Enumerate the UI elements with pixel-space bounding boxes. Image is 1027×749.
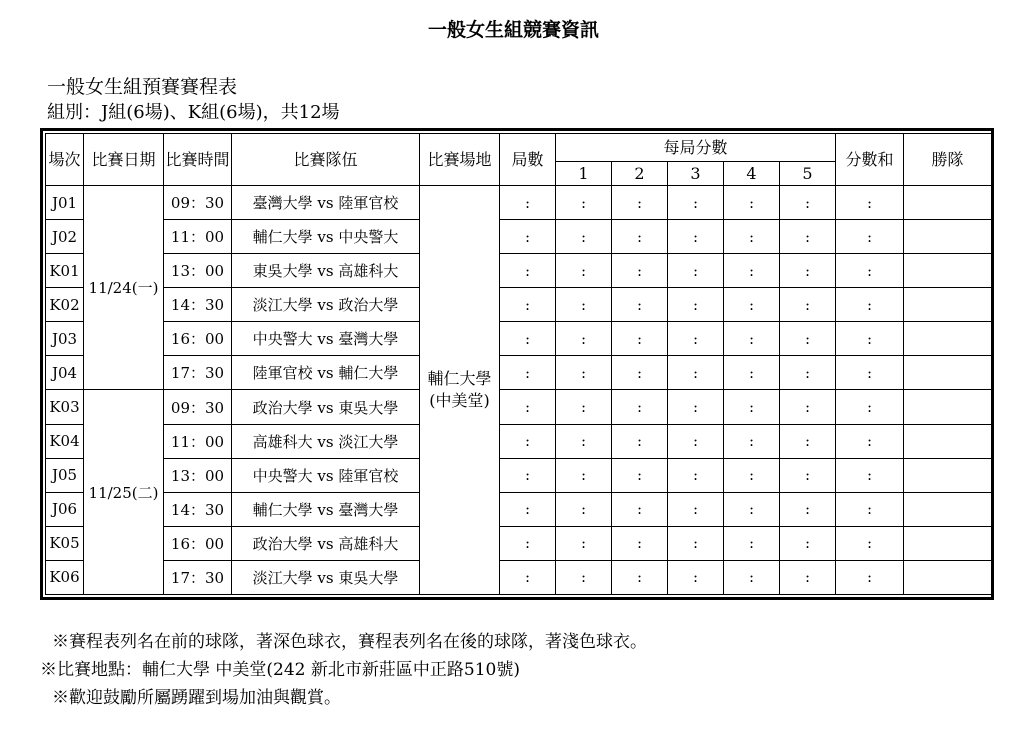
match-time: 13：00 [164,254,232,288]
winner-cell [904,220,992,254]
set-score: : [612,390,668,424]
set-score: : [556,322,612,356]
header-set-4: 4 [724,162,780,186]
header-set-scores: 每局分數 [556,134,836,162]
table-row [46,356,992,390]
sets-score: : [500,424,556,458]
set-score: : [780,424,836,458]
match-teams: 輔仁大學 vs 臺灣大學 [232,492,420,526]
table-row [46,186,992,220]
header-set-1: 1 [556,162,612,186]
match-date: 11/24(一) [84,186,164,390]
set-score: : [668,560,724,594]
set-score: : [724,390,780,424]
winner-cell [904,560,992,594]
sets-score: : [500,322,556,356]
group-info: 組別：J組(6場)、K組(6場)，共12場 [47,102,340,123]
set-score: : [612,492,668,526]
header-teams: 比賽隊伍 [232,134,420,186]
header-total: 分數和 [836,134,904,186]
match-venue: 輔仁大學(中美堂) [420,186,500,595]
winner-cell [904,526,992,560]
note-jersey: ※賽程表列名在前的球隊，著深色球衣，賽程表列名在後的球隊，著淺色球衣。 [52,632,647,652]
match-id: K02 [46,288,84,322]
winner-cell [904,288,992,322]
header-winner: 勝隊 [904,134,992,186]
match-teams: 輔仁大學 vs 中央警大 [232,220,420,254]
header-set-5: 5 [780,162,836,186]
set-score: : [612,186,668,220]
set-score: : [668,186,724,220]
match-teams: 高雄科大 vs 淡江大學 [232,424,420,458]
set-score: : [556,458,612,492]
set-score: : [780,458,836,492]
match-time: 17：30 [164,356,232,390]
match-time: 16：00 [164,322,232,356]
table-row [46,390,992,424]
winner-cell [904,458,992,492]
total-score: : [836,560,904,594]
set-score: : [612,526,668,560]
set-score: : [780,356,836,390]
header-date: 比賽日期 [84,134,164,186]
set-score: : [724,458,780,492]
set-score: : [724,424,780,458]
table-row [46,424,992,458]
match-id: K03 [46,390,84,424]
set-score: : [780,288,836,322]
match-time: 17：30 [164,560,232,594]
sets-score: : [500,288,556,322]
sets-score: : [500,560,556,594]
total-score: : [836,424,904,458]
sets-score: : [500,186,556,220]
table-row [46,322,992,356]
total-score: : [836,288,904,322]
header-set-3: 3 [668,162,724,186]
set-score: : [724,526,780,560]
set-score: : [556,254,612,288]
match-time: 16：00 [164,526,232,560]
set-score: : [556,390,612,424]
total-score: : [836,356,904,390]
match-time: 11：00 [164,220,232,254]
table-row [46,458,992,492]
set-score: : [668,492,724,526]
set-score: : [612,356,668,390]
match-teams: 淡江大學 vs 東吳大學 [232,560,420,594]
header-sets: 局數 [500,134,556,186]
sets-score: : [500,458,556,492]
set-score: : [724,254,780,288]
schedule-table [45,133,992,595]
set-score: : [780,322,836,356]
sets-score: : [500,220,556,254]
set-score: : [780,254,836,288]
set-score: : [780,186,836,220]
match-teams: 陸軍官校 vs 輔仁大學 [232,356,420,390]
table-row [46,220,992,254]
set-score: : [668,356,724,390]
set-score: : [612,322,668,356]
table-row [46,254,992,288]
match-id: J06 [46,492,84,526]
winner-cell [904,254,992,288]
schedule-subtitle: 一般女生組預賽賽程表 [47,76,238,98]
winner-cell [904,492,992,526]
set-score: : [780,492,836,526]
header-set-2: 2 [612,162,668,186]
header-match-no: 場次 [46,134,84,186]
sets-score: : [500,356,556,390]
note-venue: ※比賽地點：輔仁大學 中美堂(242 新北市新莊區中正路510號) [40,660,520,680]
table-row [46,288,992,322]
match-id: K06 [46,560,84,594]
match-date: 11/25(二) [84,390,164,595]
set-score: : [668,288,724,322]
set-score: : [612,560,668,594]
match-time: 13：00 [164,458,232,492]
set-score: : [724,186,780,220]
set-score: : [556,186,612,220]
table-row [46,560,992,594]
match-teams: 中央警大 vs 陸軍官校 [232,458,420,492]
match-id: J01 [46,186,84,220]
match-time: 09：30 [164,390,232,424]
set-score: : [556,560,612,594]
set-score: : [724,492,780,526]
total-score: : [836,390,904,424]
set-score: : [556,526,612,560]
set-score: : [556,424,612,458]
set-score: : [556,288,612,322]
sets-score: : [500,390,556,424]
page-title: 一般女生組競賽資訊 [427,19,599,41]
match-time: 09：30 [164,186,232,220]
header-time: 比賽時間 [164,134,232,186]
match-teams: 政治大學 vs 東吳大學 [232,390,420,424]
set-score: : [612,288,668,322]
match-id: K05 [46,526,84,560]
sets-score: : [500,492,556,526]
sets-score: : [500,526,556,560]
match-teams: 淡江大學 vs 政治大學 [232,288,420,322]
set-score: : [668,220,724,254]
note-welcome: ※歡迎鼓勵所屬踴躍到場加油與觀賞。 [52,688,341,708]
set-score: : [612,220,668,254]
match-time: 14：30 [164,288,232,322]
set-score: : [724,322,780,356]
match-id: J04 [46,356,84,390]
set-score: : [724,356,780,390]
set-score: : [612,458,668,492]
set-score: : [668,526,724,560]
set-score: : [668,322,724,356]
winner-cell [904,322,992,356]
total-score: : [836,220,904,254]
match-id: K04 [46,424,84,458]
set-score: : [612,254,668,288]
match-time: 14：30 [164,492,232,526]
match-id: K01 [46,254,84,288]
total-score: : [836,492,904,526]
set-score: : [668,390,724,424]
set-score: : [668,424,724,458]
match-teams: 中央警大 vs 臺灣大學 [232,322,420,356]
winner-cell [904,356,992,390]
match-teams: 臺灣大學 vs 陸軍官校 [232,186,420,220]
table-row [46,492,992,526]
set-score: : [724,560,780,594]
set-score: : [780,390,836,424]
total-score: : [836,254,904,288]
set-score: : [780,560,836,594]
winner-cell [904,390,992,424]
match-id: J03 [46,322,84,356]
set-score: : [668,458,724,492]
winner-cell [904,424,992,458]
match-id: J05 [46,458,84,492]
set-score: : [780,526,836,560]
total-score: : [836,186,904,220]
total-score: : [836,526,904,560]
match-teams: 東吳大學 vs 高雄科大 [232,254,420,288]
set-score: : [556,492,612,526]
set-score: : [780,220,836,254]
set-score: : [668,254,724,288]
set-score: : [556,220,612,254]
match-id: J02 [46,220,84,254]
total-score: : [836,322,904,356]
sets-score: : [500,254,556,288]
table-row [46,526,992,560]
match-time: 11：00 [164,424,232,458]
notes [40,628,647,712]
set-score: : [612,424,668,458]
match-teams: 政治大學 vs 高雄科大 [232,526,420,560]
total-score: : [836,458,904,492]
set-score: : [724,288,780,322]
header-venue: 比賽場地 [420,134,500,186]
set-score: : [724,220,780,254]
winner-cell [904,186,992,220]
set-score: : [556,356,612,390]
